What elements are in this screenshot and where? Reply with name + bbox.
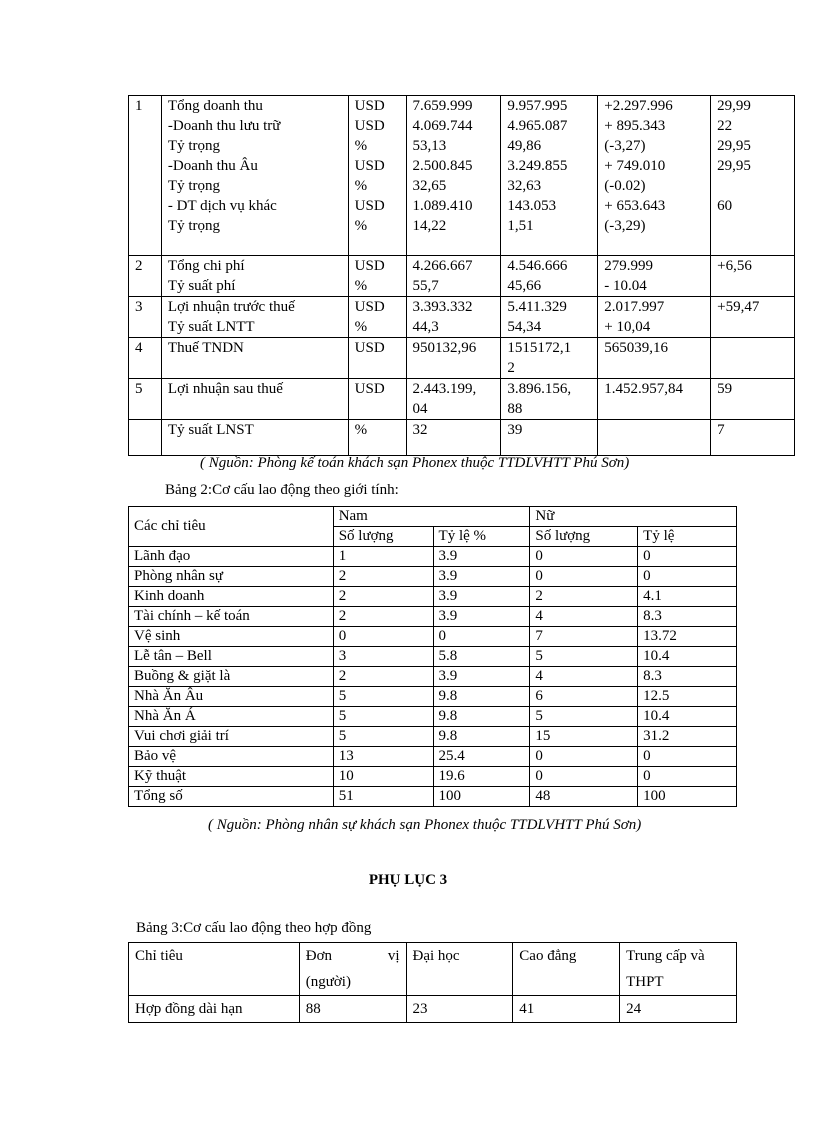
table-row (129, 420, 795, 456)
table-row (129, 607, 737, 627)
table3-caption: Bảng 3:Cơ cấu lao động theo hợp đồng (136, 920, 372, 936)
t3-university-cell: 23 (406, 996, 513, 1023)
male-ratio-cell: 9.8 (433, 727, 530, 747)
unit-cell (348, 297, 406, 338)
t3-secondary-header (620, 943, 737, 996)
change-cell (598, 297, 711, 338)
male-ratio-header: Tỷ lệ % (433, 527, 530, 547)
change-cell-line: (-3,29) (604, 218, 646, 234)
row-number: 2 (129, 256, 162, 297)
change-cell-line: 2.017.997 (604, 299, 665, 315)
male-count-cell: 13 (333, 747, 433, 767)
item-cell-line: -Doanh thu lưu trữ (167, 118, 281, 134)
male-count-cell: 5 (333, 687, 433, 707)
value-cell-2-line: 5.411.329 (507, 299, 567, 315)
row-number: 4 (129, 338, 162, 379)
male-ratio-cell: 5.8 (433, 647, 530, 667)
t3-secondary-label-1: Trung cấp và (626, 948, 705, 964)
row-number: 3 (129, 297, 162, 338)
unit-cell-line: % (354, 422, 368, 438)
male-count-cell: 3 (333, 647, 433, 667)
value-cell-1-line: 44,3 (412, 319, 439, 335)
criteria-cell: Lễ tân – Bell (129, 647, 334, 667)
t3-unit-cell: 88 (299, 996, 406, 1023)
percent-cell-line: +59,47 (717, 299, 760, 315)
female-count-cell: 0 (530, 567, 638, 587)
criteria-cell: Vui chơi giải trí (129, 727, 334, 747)
value-cell-1-line: 04 (412, 401, 428, 417)
item-cell-line: Tổng doanh thu (167, 98, 263, 114)
change-cell-line: +2.297.996 (604, 98, 673, 114)
percent-cell (711, 256, 795, 297)
t3-unit-label-1: Đơn (305, 948, 333, 964)
female-ratio-cell: 10.4 (638, 647, 737, 667)
percent-cell (711, 338, 795, 379)
percent-cell (711, 96, 795, 256)
t3-college-header: Cao đẳng (513, 943, 620, 996)
value-cell-2-line: 39 (507, 422, 523, 438)
value-cell-2-line: 88 (507, 401, 523, 417)
criteria-cell: Bảo vệ (129, 747, 334, 767)
female-ratio-cell: 10.4 (638, 707, 737, 727)
table-row (129, 687, 737, 707)
female-count-cell: 7 (530, 627, 638, 647)
unit-cell-line: USD (354, 158, 385, 174)
female-count-cell: 5 (530, 647, 638, 667)
table1-source: ( Nguồn: Phòng kế toán khách sạn Phonex thuộc TTDLVHTT Phú Sơn) (200, 455, 630, 471)
item-cell (161, 297, 348, 338)
male-ratio-cell: 0 (433, 627, 530, 647)
value-cell-2-line: 4.546.666 (507, 258, 568, 274)
male-count-cell: 0 (333, 627, 433, 647)
female-ratio-cell: 8.3 (638, 667, 737, 687)
unit-cell-line: USD (354, 258, 385, 274)
value-cell-2 (501, 338, 598, 379)
t3-name-cell: Hợp đồng dài hạn (129, 996, 300, 1023)
male-count-cell: 5 (333, 707, 433, 727)
appendix-title: PHỤ LỤC 3 (368, 872, 448, 888)
female-count-cell: 0 (530, 747, 638, 767)
value-cell-2-line: 2 (507, 360, 515, 376)
value-cell-1-line: 2.443.199, (412, 381, 477, 397)
t3-university-header: Đại học (406, 943, 513, 996)
female-ratio-cell: 0 (638, 547, 737, 567)
unit-cell-line: % (354, 278, 368, 294)
row-number (129, 420, 162, 456)
percent-cell (711, 379, 795, 420)
percent-cell-line (717, 276, 794, 296)
table-row (129, 767, 737, 787)
female-ratio-cell: 100 (638, 787, 737, 807)
value-cell-1 (406, 297, 501, 338)
female-ratio-cell: 8.3 (638, 607, 737, 627)
row-number: 5 (129, 379, 162, 420)
value-cell-2 (501, 96, 598, 256)
table-row (129, 587, 737, 607)
male-ratio-cell: 3.9 (433, 567, 530, 587)
female-count-cell: 6 (530, 687, 638, 707)
criteria-cell: Phòng nhân sự (129, 567, 334, 587)
female-ratio-cell: 12.5 (638, 687, 737, 707)
value-cell-1 (406, 338, 501, 379)
value-cell-1-line: 4.069.744 (412, 118, 473, 134)
value-cell-1-line: 32,65 (412, 178, 447, 194)
percent-cell-line: 59 (717, 381, 733, 397)
male-ratio-cell: 19.6 (433, 767, 530, 787)
item-cell-line: Tỷ trọng (167, 138, 220, 154)
unit-cell-line: % (354, 218, 368, 234)
t3-unit-header (299, 943, 406, 996)
table-row (129, 647, 737, 667)
item-cell-line: - DT dịch vụ khác (167, 198, 277, 214)
item-cell-line: Tỷ suất LNTT (167, 319, 255, 335)
contract-labor-table (128, 942, 737, 1023)
value-cell-2-line: 45,66 (507, 278, 542, 294)
item-cell-line: Tổng chi phí (167, 258, 245, 274)
criteria-cell: Vệ sinh (129, 627, 334, 647)
value-cell-2-line: 54,34 (507, 319, 542, 335)
female-count-cell: 0 (530, 547, 638, 567)
change-cell-line: 1.452.957,84 (604, 381, 684, 397)
value-cell-1-line: 4.266.667 (412, 258, 473, 274)
female-count-cell: 4 (530, 607, 638, 627)
change-cell-line: + 10,04 (604, 319, 651, 335)
value-cell-2-line: 3.896.156, (507, 381, 572, 397)
criteria-cell: Tài chính – kế toán (129, 607, 334, 627)
criteria-cell: Buồng & giặt là (129, 667, 334, 687)
male-count-cell: 10 (333, 767, 433, 787)
male-ratio-cell: 3.9 (433, 667, 530, 687)
criteria-header: Các chỉ tiêu (129, 507, 334, 547)
male-ratio-cell: 3.9 (433, 587, 530, 607)
female-ratio-header: Tỷ lệ (638, 527, 737, 547)
item-cell-line: Lợi nhuận sau thuế (167, 381, 283, 397)
item-cell (161, 96, 348, 256)
percent-cell-line: 29,95 (717, 158, 751, 174)
unit-cell (348, 379, 406, 420)
value-cell-1 (406, 420, 501, 456)
unit-cell-line: % (354, 178, 368, 194)
row-number: 1 (129, 96, 162, 256)
item-cell-line: Tỷ trọng (167, 218, 220, 234)
table-row (129, 338, 795, 379)
financial-table (128, 95, 795, 456)
male-count-cell: 2 (333, 587, 433, 607)
value-cell-1-line: 14,22 (412, 218, 447, 234)
change-cell-line: 565039,16 (604, 340, 669, 356)
female-header: Nữ (530, 507, 737, 527)
t3-secondary-cell: 24 (620, 996, 737, 1023)
value-cell-2 (501, 256, 598, 297)
unit-cell-line: USD (354, 381, 385, 397)
unit-cell-line: USD (354, 299, 385, 315)
unit-cell-line: % (354, 319, 368, 335)
value-cell-2-line: 3.249.855 (507, 158, 568, 174)
unit-cell-line: USD (354, 118, 385, 134)
value-cell-2-line: 1,51 (507, 218, 534, 234)
change-cell (598, 338, 711, 379)
value-cell-2-line: 49,86 (507, 138, 542, 154)
unit-cell-line: USD (354, 98, 385, 114)
value-cell-1-line: 3.393.332 (412, 299, 473, 315)
t3-college-cell: 41 (513, 996, 620, 1023)
value-cell-2-line: 9.957.995 (507, 98, 568, 114)
unit-cell (348, 96, 406, 256)
criteria-cell: Nhà Ăn Á (129, 707, 334, 727)
male-ratio-cell: 9.8 (433, 707, 530, 727)
unit-cell-line: USD (354, 340, 385, 356)
table-row (129, 787, 737, 807)
male-count-cell: 2 (333, 607, 433, 627)
t3-unit-label-3: (người) (305, 974, 351, 990)
value-cell-2-line: 1515172,1 (507, 340, 572, 356)
value-cell-1 (406, 256, 501, 297)
percent-cell-line: 60 (717, 198, 733, 214)
female-count-cell: 0 (530, 767, 638, 787)
value-cell-1 (406, 96, 501, 256)
female-ratio-cell: 4.1 (638, 587, 737, 607)
unit-cell (348, 256, 406, 297)
female-count-cell: 48 (530, 787, 638, 807)
value-cell-1-line: 55,7 (412, 278, 439, 294)
male-count-header: Số lượng (333, 527, 433, 547)
percent-cell-line: 7 (717, 422, 725, 438)
table-row (129, 627, 737, 647)
female-count-cell: 15 (530, 727, 638, 747)
change-cell-line: 279.999 (604, 258, 654, 274)
value-cell-1-line: 32 (412, 422, 428, 438)
percent-cell-line: 22 (717, 118, 733, 134)
item-cell-line: Lợi nhuận trước thuế (167, 299, 295, 315)
female-ratio-cell: 0 (638, 767, 737, 787)
value-cell-1-line: 950132,96 (412, 340, 477, 356)
table-row (129, 996, 737, 1023)
gender-labor-table (128, 506, 737, 807)
female-count-cell: 2 (530, 587, 638, 607)
value-cell-2-line: 4.965.087 (507, 118, 568, 134)
percent-cell-line (717, 317, 794, 337)
value-cell-1-line: 53,13 (412, 138, 447, 154)
percent-cell-line: +6,56 (717, 258, 752, 274)
unit-cell (348, 420, 406, 456)
table-row (129, 747, 737, 767)
male-header: Nam (333, 507, 530, 527)
table-row (129, 379, 795, 420)
female-ratio-cell: 13.72 (638, 627, 737, 647)
percent-cell-line: 29,99 (717, 98, 751, 114)
male-count-cell: 1 (333, 547, 433, 567)
table2-source: ( Nguồn: Phòng nhân sự khách sạn Phonex thuộc TTDLVHTT Phú Sơn) (208, 817, 642, 833)
male-ratio-cell: 9.8 (433, 687, 530, 707)
percent-cell-line: 29,95 (717, 138, 751, 154)
male-count-cell: 5 (333, 727, 433, 747)
t3-unit-label-2: vị (387, 948, 400, 964)
item-cell (161, 420, 348, 456)
change-cell-line: - 10.04 (604, 278, 647, 294)
value-cell-2-line: 143.053 (507, 198, 557, 214)
table-row (129, 96, 795, 256)
change-cell (598, 256, 711, 297)
male-ratio-cell: 3.9 (433, 547, 530, 567)
item-cell-line: Thuế TNDN (167, 340, 244, 356)
male-ratio-cell: 3.9 (433, 607, 530, 627)
value-cell-1 (406, 379, 501, 420)
unit-cell-line: % (354, 138, 368, 154)
female-ratio-cell: 0 (638, 567, 737, 587)
value-cell-1-line: 1.089.410 (412, 198, 473, 214)
unit-cell-line: USD (354, 198, 385, 214)
item-cell-line: Tỷ suất phí (167, 278, 236, 294)
percent-cell-line (717, 216, 794, 236)
change-cell-line (604, 420, 710, 440)
change-cell-line: (-0.02) (604, 178, 646, 194)
male-count-cell: 2 (333, 667, 433, 687)
female-count-cell: 5 (530, 707, 638, 727)
unit-cell (348, 338, 406, 379)
value-cell-2-line: 32,63 (507, 178, 542, 194)
change-cell-line: + 895.343 (604, 118, 666, 134)
item-cell-line: -Doanh thu Âu (167, 158, 258, 174)
male-count-cell: 51 (333, 787, 433, 807)
change-cell-line: (-3,27) (604, 138, 646, 154)
value-cell-2 (501, 379, 598, 420)
criteria-cell: Tổng số (129, 787, 334, 807)
table-row (129, 256, 795, 297)
male-ratio-cell: 25.4 (433, 747, 530, 767)
percent-cell-line (717, 176, 794, 196)
percent-cell-line (717, 338, 794, 358)
change-cell (598, 420, 711, 456)
criteria-cell: Kỹ thuật (129, 767, 334, 787)
criteria-cell: Nhà Ăn Âu (129, 687, 334, 707)
item-cell (161, 338, 348, 379)
value-cell-2 (501, 297, 598, 338)
t3-secondary-label-2: THPT (626, 974, 664, 990)
table-row (129, 297, 795, 338)
table-row (129, 707, 737, 727)
female-ratio-cell: 31.2 (638, 727, 737, 747)
percent-cell (711, 420, 795, 456)
table-row (129, 567, 737, 587)
item-cell (161, 379, 348, 420)
table2-caption: Bảng 2:Cơ cấu lao động theo giới tính: (165, 482, 399, 498)
change-cell-line: + 653.643 (604, 198, 666, 214)
male-count-cell: 2 (333, 567, 433, 587)
male-ratio-cell: 100 (433, 787, 530, 807)
female-count-header: Số lượng (530, 527, 638, 547)
value-cell-1-line: 7.659.999 (412, 98, 473, 114)
value-cell-1-line: 2.500.845 (412, 158, 473, 174)
item-cell-line: Tỷ suất LNST (167, 422, 254, 438)
female-count-cell: 4 (530, 667, 638, 687)
change-cell-line: + 749.010 (604, 158, 666, 174)
percent-cell (711, 297, 795, 338)
value-cell-2 (501, 420, 598, 456)
item-cell (161, 256, 348, 297)
table-row (129, 667, 737, 687)
criteria-cell: Kinh doanh (129, 587, 334, 607)
criteria-cell: Lãnh đạo (129, 547, 334, 567)
item-cell-line: Tỷ trọng (167, 178, 220, 194)
female-ratio-cell: 0 (638, 747, 737, 767)
table-row (129, 547, 737, 567)
table-row (129, 727, 737, 747)
t3-criteria-header: Chỉ tiêu (129, 943, 300, 996)
change-cell (598, 379, 711, 420)
change-cell (598, 96, 711, 256)
